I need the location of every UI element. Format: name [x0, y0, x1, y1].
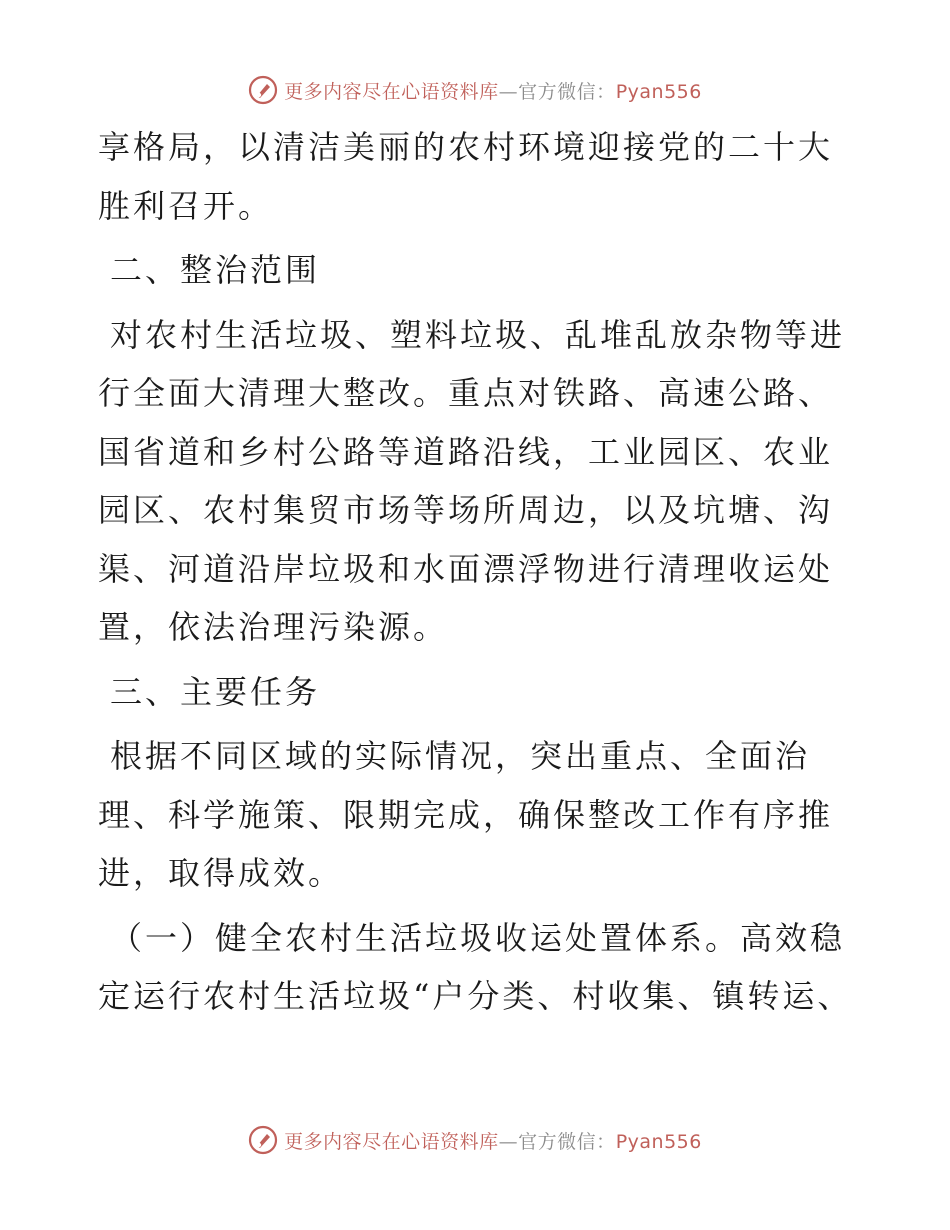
pen-nib-logo-icon	[248, 1125, 278, 1155]
paragraph-tasks: 根据不同区域的实际情况，突出重点、全面治理、科学施策、限期完成，确保整改工作有序推进，取得成效。	[98, 737, 834, 892]
section-heading-scope: 二、整治范围	[110, 251, 321, 289]
pen-nib-logo-icon	[248, 75, 278, 105]
watermark-text: 更多内容尽在心语资料库—官方微信：Pyan556	[284, 80, 702, 103]
section-heading-tasks: 三、主要任务	[110, 672, 321, 711]
paragraph-continuation: 享格局，以清洁美丽的农村环境迎接党的二十大胜利召开。	[98, 128, 834, 225]
document-body	[98, 118, 858, 1026]
header-watermark	[0, 70, 950, 110]
footer-watermark	[0, 1120, 950, 1160]
watermark-text: 更多内容尽在心语资料库—官方微信：Pyan556	[284, 1130, 702, 1153]
paragraph-subtask-1: （一）健全农村生活垃圾收运处置体系。高效稳定运行农村生活垃圾“户分类、村收集、镇转运、	[98, 918, 853, 1015]
paragraph-scope: 对农村生活垃圾、塑料垃圾、乱堆乱放杂物等进行全面大清理大整改。重点对铁路、高速公路、国省道和乡村公路等道路沿线，工业园区、农业园区、农村集贸市场等场所周边，以及坑塘、沟渠、河道沿岸垃圾和水面漂浮物进行清理收运处置，依法治理污染源。	[98, 315, 846, 646]
